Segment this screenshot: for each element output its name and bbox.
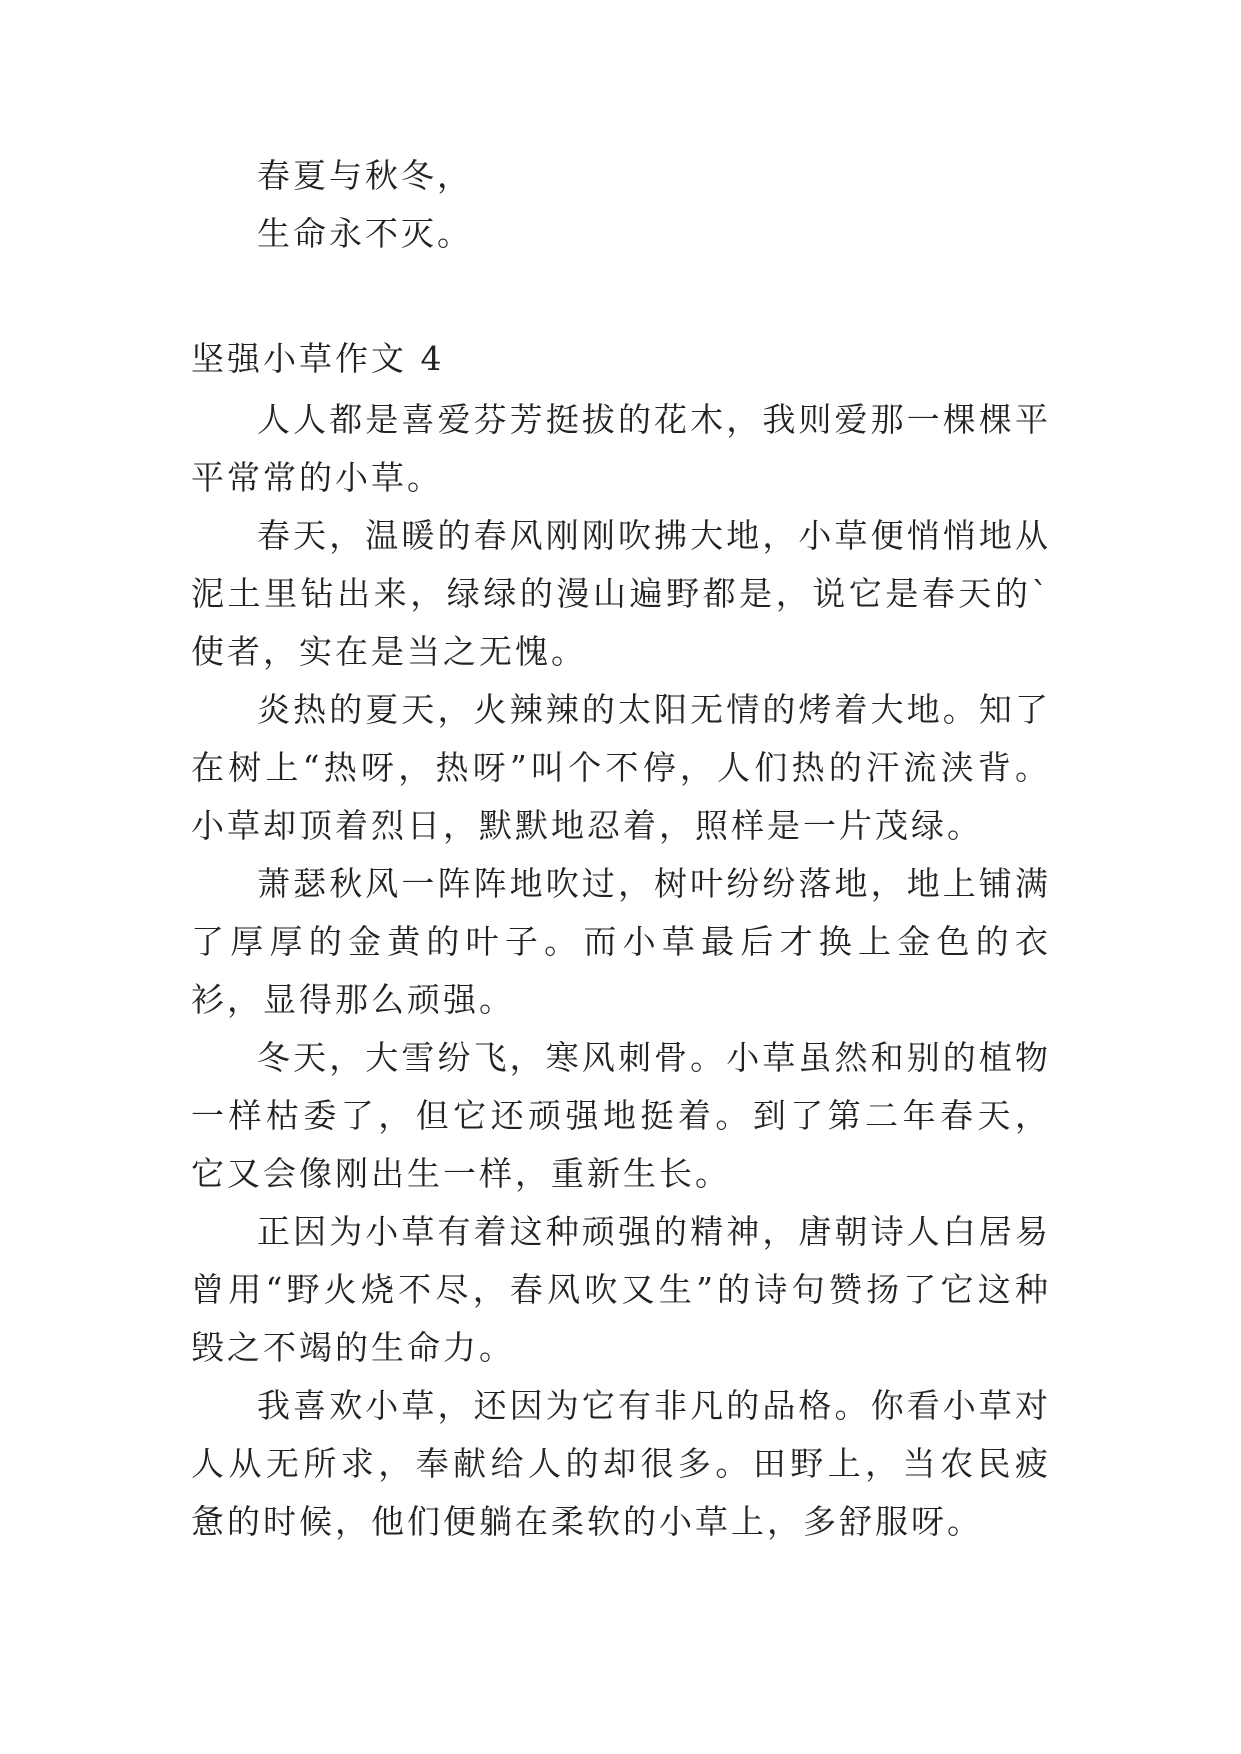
essay-paragraph-2: 春天，温暖的春风刚刚吹拂大地，小草便悄悄地从泥土里钻出来，绿绿的漫山遍野都是，说它是春天的`使者，实在是当之无愧。 xyxy=(191,516,1051,671)
essay-paragraph-5: 冬天，大雪纷飞，寒风刺骨。小草虽然和别的植物一样枯委了，但它还顽强地挺着。到了第二年春天，它又会像刚出生一样，重新生长。 xyxy=(191,1038,1051,1193)
essay-paragraph-1: 人人都是喜爱芬芳挺拔的花木，我则爱那一棵棵平平常常的小草。 xyxy=(191,400,1051,497)
essay-title: 坚强小草作文 4 xyxy=(191,339,445,378)
poem-line-2: 生命永不灭。 xyxy=(257,214,473,253)
essay-paragraph-7: 我喜欢小草，还因为它有非凡的品格。你看小草对人从无所求，奉献给人的却很多。田野上，当农民疲惫的时候，他们便躺在柔软的小草上，多舒服呀。 xyxy=(191,1386,1051,1541)
essay-paragraph-4: 萧瑟秋风一阵阵地吹过，树叶纷纷落地，地上铺满了厚厚的金黄的叶子。而小草最后才换上金色的衣衫，显得那么顽强。 xyxy=(191,864,1051,1019)
poem-line-1: 春夏与秋冬， xyxy=(257,156,473,195)
essay-paragraph-6: 正因为小草有着这种顽强的精神，唐朝诗人白居易曾用“野火烧不尽，春风吹又生”的诗句赞扬了它这种毁之不竭的生命力。 xyxy=(191,1212,1051,1367)
essay-body xyxy=(191,391,1051,1551)
essay-paragraph-3: 炎热的夏天，火辣辣的太阳无情的烤着大地。知了在树上“热呀，热呀”叫个不停，人们热的汗流浃背。小草却顶着烈日，默默地忍着，照样是一片茂绿。 xyxy=(191,690,1051,845)
